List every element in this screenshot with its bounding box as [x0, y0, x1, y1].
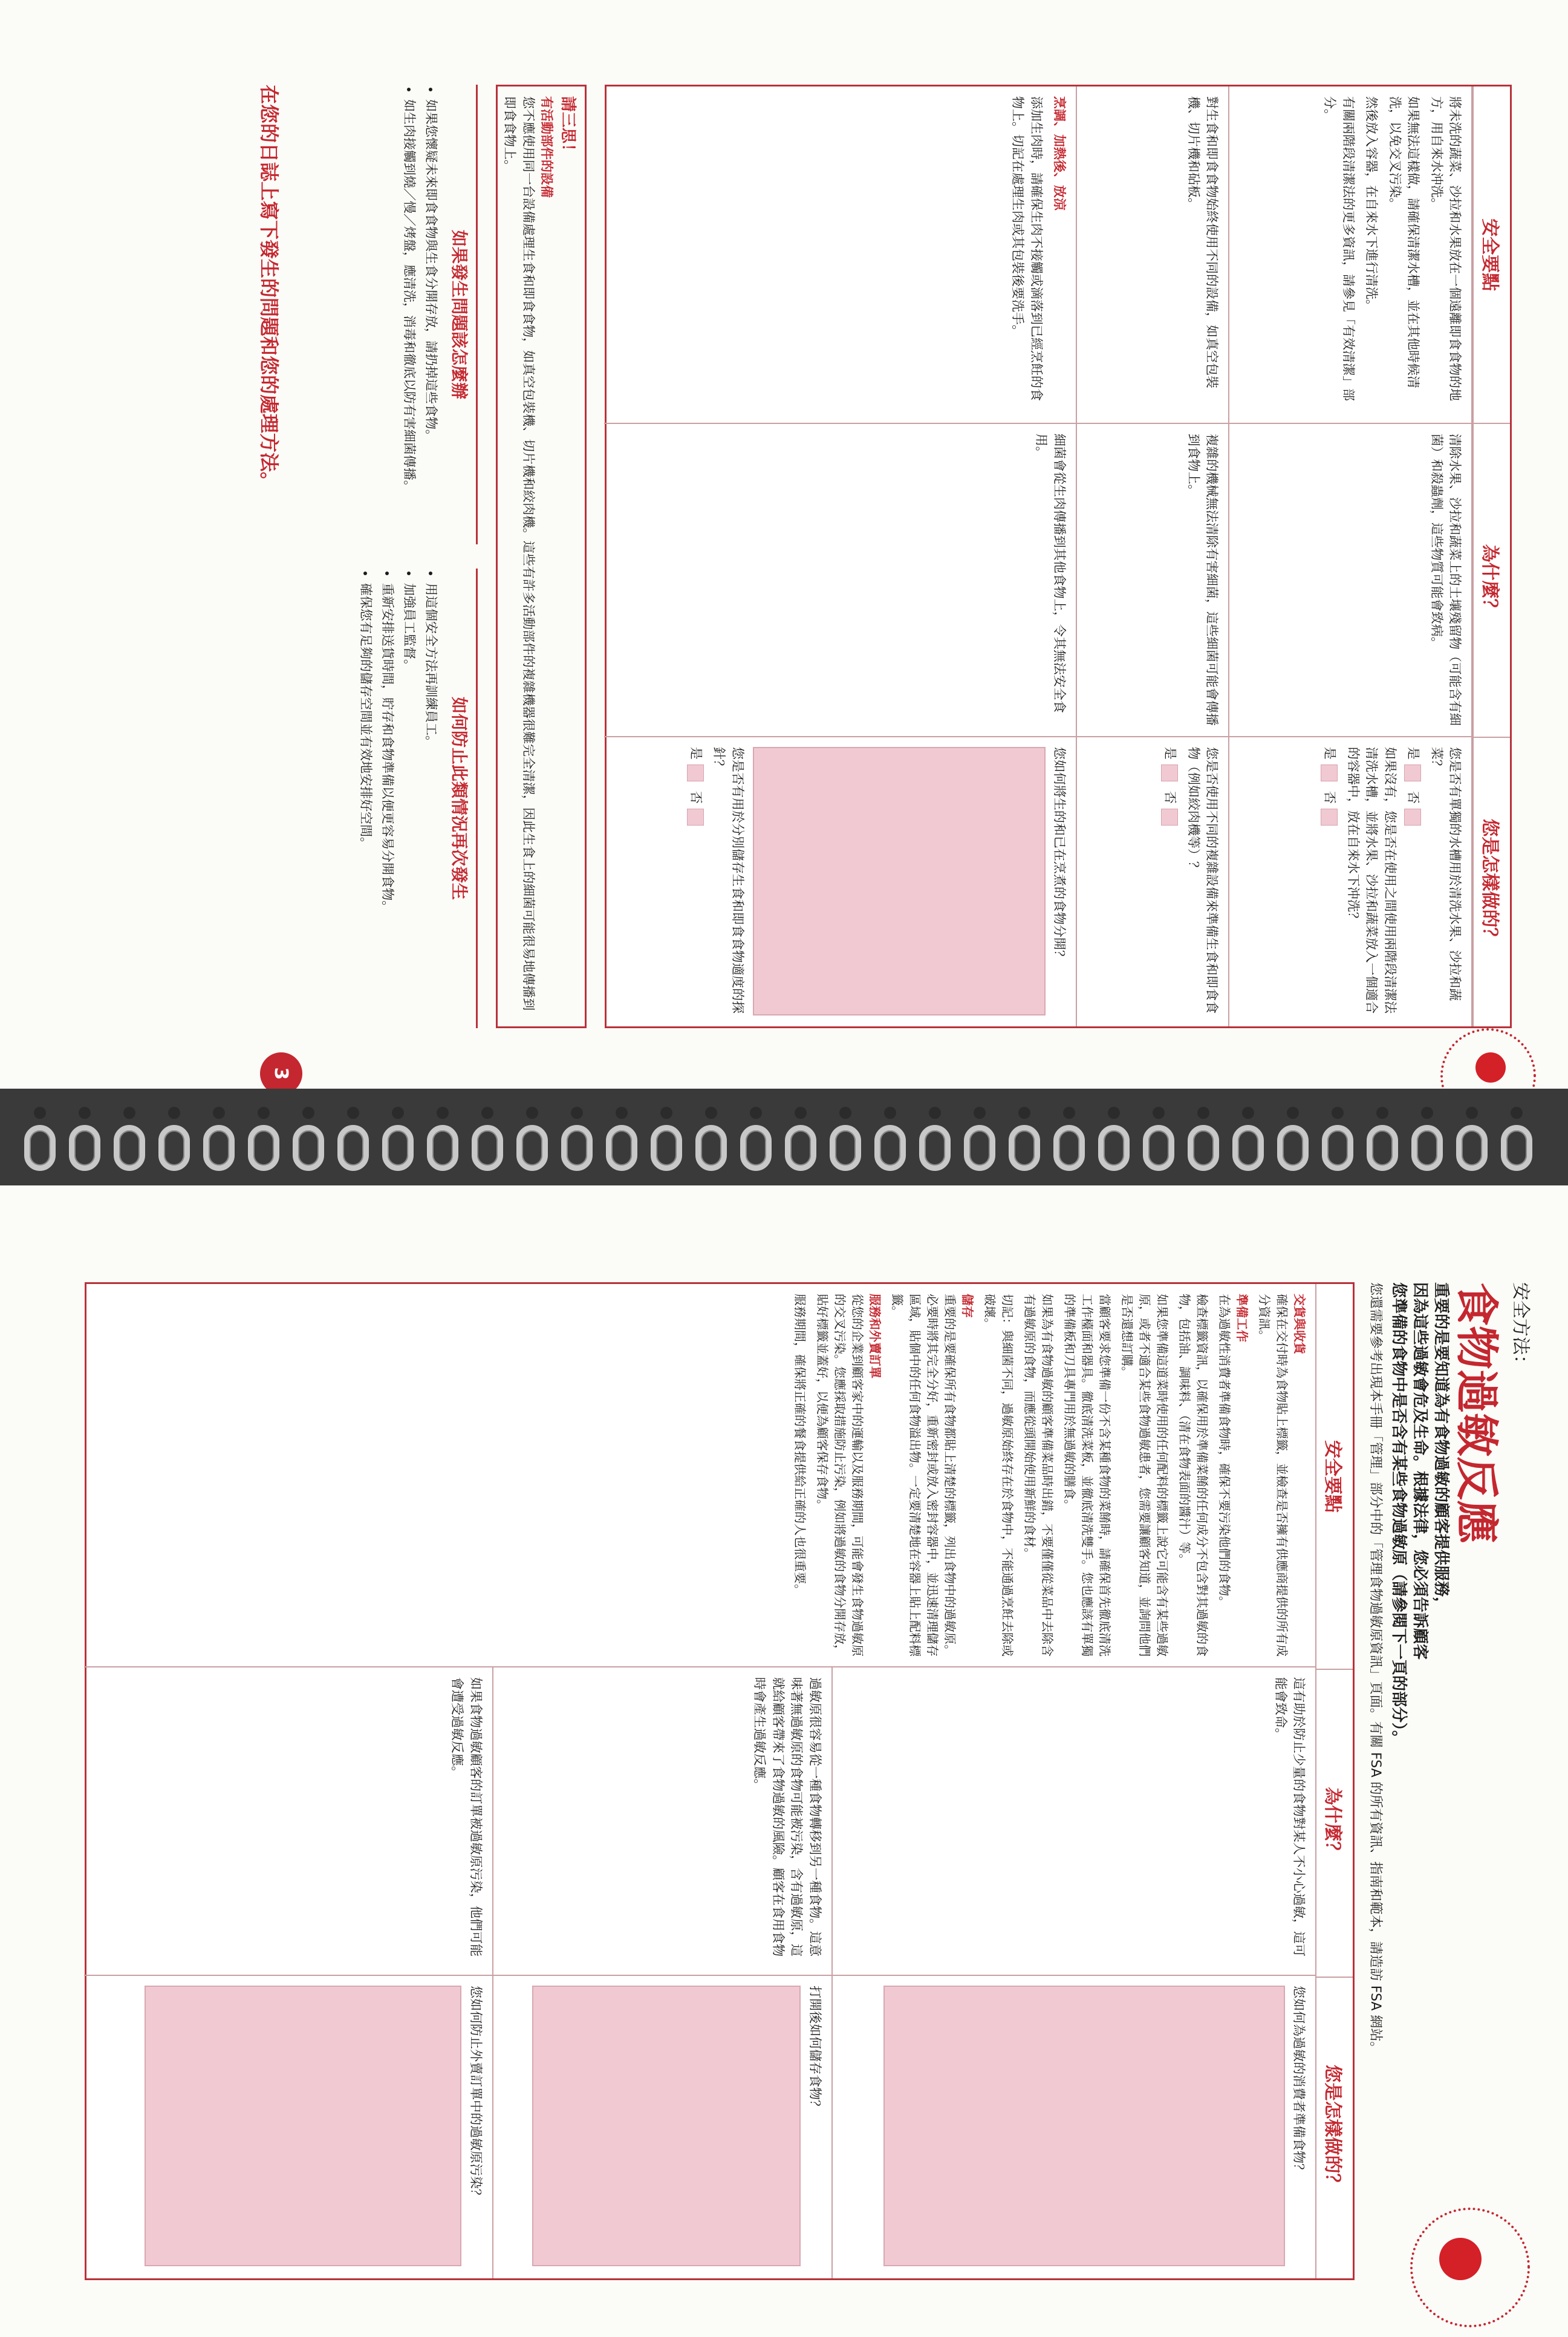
spiral-ring: [248, 1125, 279, 1171]
b-row2-why: 過敏原很容易從一種食物轉移到另一種食物。這意味著無過敏原的食物可能被污染，含有過敏原，這就給顧客帶來了食物過敏的風險。顧客在食用食物時會產生過敏反應。: [493, 1667, 831, 1976]
b-row3-why: 如果食物過敏顧客的訂單被過敏原污染，他們可能會遭受過敏反應。: [84, 1667, 492, 1976]
punch-hole: [884, 1107, 896, 1119]
b-row3-answer-box[interactable]: [145, 1986, 461, 2266]
punch-hole: [168, 1107, 180, 1119]
punch-hole: [974, 1107, 986, 1119]
spiral-ring: [427, 1125, 458, 1171]
spiral-ring: [114, 1125, 145, 1171]
footer-note: 在您的日誌上寫下發生的問題和您的處理方法。: [258, 85, 281, 492]
top-page: [0, 0, 1568, 1149]
spiral-ring: [516, 1125, 548, 1171]
row-3: [604, 86, 1077, 1026]
punch-hole: [526, 1107, 538, 1119]
punch-hole: [1153, 1107, 1165, 1119]
punch-hole: [839, 1107, 851, 1119]
spiral-ring: [561, 1125, 593, 1171]
row1-yes-checkbox[interactable]: [1404, 764, 1421, 781]
punch-hole: [1376, 1107, 1388, 1119]
row1-why: 清除水果、沙拉和蔬菜上的土壤殘留物（可能含有細菌）和殺蟲劑，這些物質可能會致病。: [1229, 424, 1471, 737]
row3-essentials: 烹調、加熱後、放涼 添加生肉時，請確保生肉不接觸或滴落到已經烹飪的食物上。切記在處理生肉或其包裝後要洗手。: [604, 86, 1076, 424]
spiral-ring: [785, 1125, 816, 1171]
row1b-no-checkbox[interactable]: [1321, 809, 1338, 826]
note-title: 請三思！: [559, 96, 577, 160]
punch-hole: [79, 1107, 91, 1119]
prevent-box: 如何防止此類情況再次發生 • 用這個安全方法再訓練員工。 • 加強員工監督。 • 重新安排送貨時間，貯存和食物準備以便更容易分開食物。 • 確保您有足夠的儲存空間並有效地安排好空間。: [333, 569, 478, 1028]
bottom-page: [0, 1185, 1568, 2337]
tomato-icon-bottom: [1439, 2238, 1482, 2280]
b-row2-answer-box[interactable]: [532, 1986, 801, 2266]
b-row1: [833, 1667, 1315, 2278]
row3-how: 您如何將生的和已在烹煮的食物分開？ 您是否有用於分別儲存生食和即食食物適度的探針？ 是否: [604, 737, 1076, 1026]
row2-yes-checkbox[interactable]: [1161, 764, 1178, 781]
b-row2-how: 打開後如何儲存食物？: [493, 1976, 831, 2278]
punch-hole: [1511, 1107, 1523, 1119]
prevent-header: 如何防止此類情況再次發生: [449, 696, 469, 900]
row3-why: 細菌會從生肉傳播到其他食物上，令其無法安全食用。: [604, 424, 1076, 737]
punch-hole: [1197, 1107, 1209, 1119]
punch-hole: [213, 1107, 225, 1119]
b-row3-how: 您如何防止外賣訂單中的過敏原污染？: [84, 1976, 492, 2278]
punch-hole: [1242, 1107, 1254, 1119]
page-number: 3: [260, 1052, 302, 1095]
row2-why: 複雜的機械無法清除有害細菌，這些細菌可能會傳播到食物上。: [1077, 424, 1228, 737]
spiral-ring: [203, 1125, 235, 1171]
punch-hole: [1466, 1107, 1478, 1119]
spiral-ring: [1232, 1125, 1264, 1171]
punch-hole: [34, 1107, 46, 1119]
row3-answer-box[interactable]: [753, 747, 1046, 1015]
b-right-columns: [84, 1667, 1315, 2278]
spiral-ring: [919, 1125, 951, 1171]
punch-hole: [347, 1107, 359, 1119]
spiral-ring: [1098, 1125, 1130, 1171]
spiral-ring: [695, 1125, 727, 1171]
method-label: 安全方法：: [1510, 1282, 1531, 1373]
spiral-ring: [1277, 1125, 1309, 1171]
problem-box: 如果發生問題該怎麼辦 • 如果您懷疑未來即食食物與生食分開存放，請扔掉這些食物。 • 如生肉接觸到燒／慢／烤盤，應清洗，消毒和徹底以防有害細菌傳播。: [333, 85, 478, 544]
spiral-ring: [158, 1125, 190, 1171]
punch-hole: [795, 1107, 807, 1119]
spiral-ring: [964, 1125, 995, 1171]
spiral-ring: [830, 1125, 861, 1171]
punch-hole: [1018, 1107, 1030, 1119]
spiral-ring: [337, 1125, 369, 1171]
spiral-ring: [1367, 1125, 1398, 1171]
punch-hole: [1063, 1107, 1075, 1119]
header-essentials: 安全要點: [1474, 86, 1510, 424]
bottom-table: [85, 1282, 1355, 2280]
punch-hole: [1421, 1107, 1433, 1119]
b-row1-why: 這有助於防止少量的食物對某人不小心過敏，這可能會致命。: [833, 1667, 1315, 1976]
bottom-title: 食物過敏反應: [1451, 1282, 1502, 1544]
punch-hole: [302, 1107, 314, 1119]
top-page-content: [0, 12, 1548, 1143]
punch-hole: [929, 1107, 941, 1119]
row3-yes-checkbox[interactable]: [687, 764, 704, 781]
spiral-ring: [874, 1125, 906, 1171]
row2-essentials: 對生食和即食食物始終使用不同的設備，如真空包裝機、切片機和砧板。: [1077, 86, 1228, 424]
b-header-why: 為什麼？: [1316, 1670, 1353, 1978]
punch-hole: [437, 1107, 449, 1119]
b-row2: [493, 1667, 833, 2278]
b-header-essentials: 安全要點: [1316, 1284, 1353, 1670]
row1b-yes-checkbox[interactable]: [1321, 764, 1338, 781]
spiral-ring: [382, 1125, 414, 1171]
b-body: [84, 1284, 1315, 2278]
b-essentials: 交貨與收貨 確保在交付時為食物貼上標籤，並檢查是否擁有供應商提供的所有成分資訊。 準備工作 在為過敏性消費者準備食物時，確保不要污染他們的食物。 檢查標籤資訊，以確保用於準備菜餚的任何成分不包含對其過敏的食物，包括油、調味料、（清在食物表面的醬汁）等。 如果您準備這道菜時使用的任何配料的標籤上說它可能含有某些過敏原，或者不適合某些食物過敏患者，您需要讓顧客知道，並詢問他們是否還想訂購。 當顧客要求您準備一份不含某種食物的菜餚時，請確保首先徹底清洗工作檯面和器具。徹底清洗菜板，並徹底清洗雙手。您也應該有單獨的準備板和刀具專門用於無過敏的膳食。 如果為有食物過敏的顧客準備菜品時出錯，不要僅僅從菜品中去除含有過敏原的食物，而應從頭開始使用新鮮的食材。 切記：與細菌不同，過敏原始終存在於食物中，不能通過烹飪去除或破壞。 儲存 重要的是要確保所有食物都貼上清楚的標籤，列出食物中的過敏原。必要時將其完全分好，重新密封或放入密封容器中，並迅速清理儲存區域，貼個中的任何食物溢出物。一定要清楚地在容器上貼上配料標籤。 服務和外賣訂單 從您的企業到顧客家中的運輸以及服務期間，可能會發生食物過敏原的交叉污染。您應採取措施防止污染，例如將過敏的食物分開存放，貼好標籤並蓋好，以便為顧客保存食物。 服務期間，確保將正確的餐食提供給正確的人也很重要。: [84, 1284, 1315, 1667]
think-twice-box: [496, 85, 587, 1028]
punch-hole: [1287, 1107, 1299, 1119]
spiral-ring: [1143, 1125, 1174, 1171]
punch-hole: [660, 1107, 672, 1119]
row2-no-checkbox[interactable]: [1161, 809, 1178, 826]
spiral-ring: [1009, 1125, 1040, 1171]
punch-hole: [571, 1107, 583, 1119]
spiral-ring: [1322, 1125, 1353, 1171]
b-row1-answer-box[interactable]: [883, 1986, 1285, 2266]
header-why: 為什麼？: [1474, 424, 1510, 738]
punch-hole: [258, 1107, 270, 1119]
row-2: [1077, 86, 1229, 1026]
spiral-ring: [293, 1125, 324, 1171]
row1-no-checkbox[interactable]: [1404, 809, 1421, 826]
top-table: [605, 85, 1512, 1028]
spiral-ring: [1053, 1125, 1085, 1171]
spiral-ring: [472, 1125, 503, 1171]
punch-hole: [750, 1107, 762, 1119]
punch-hole: [1108, 1107, 1120, 1119]
spiral-ring: [69, 1125, 100, 1171]
spiral-ring: [1188, 1125, 1219, 1171]
bottom-page-content: [6, 1198, 1554, 2329]
row1-how: 您是否有單獨的水槽用於清洗水果、沙拉和蔬菜？ 是否 如果沒有，您是否在使用之間使用兩階段清潔法清洗水槽，並將水果、沙拉和蔬菜放入一個適合的容器中，放在自來水下沖洗？ 是否: [1229, 737, 1471, 1026]
spiral-ring: [1456, 1125, 1488, 1171]
note-text: 您不應使用同一台設備處理生食和即食食物，如真空包裝機、切片機和絞肉機。這些有許多活動部件的複雜機器很難完全清潔，因此生食上的細菌可能很易地傳播到即食食物上。: [503, 96, 536, 1011]
row-1: [1229, 86, 1472, 1026]
header-how: 您是怎樣做的？: [1479, 818, 1500, 946]
punch-hole: [1332, 1107, 1344, 1119]
b-row1-how: 您如何為過敏的消費者準備食物？: [833, 1976, 1315, 2278]
row2-how: 您是否使用不同的複雜設備來準備生食和即食食物（例如絞肉機等）？ 是否: [1077, 737, 1228, 1026]
spiral-ring: [606, 1125, 637, 1171]
punch-hole: [123, 1107, 135, 1119]
row3-no-checkbox[interactable]: [687, 809, 704, 826]
b-row3: [84, 1667, 493, 2278]
punch-hole: [705, 1107, 717, 1119]
punch-hole: [481, 1107, 493, 1119]
spiral-ring: [1501, 1125, 1532, 1171]
spiral-ring: [651, 1125, 682, 1171]
tomato-icon: [1475, 1052, 1506, 1083]
note-subtitle: 有活動部件的設備: [539, 96, 555, 198]
row1-essentials: 將未洗的蔬菜、沙拉和水果放在一個遠離即食食物的地方，用自來水沖洗。 如果無法這樣做，請確保清潔水槽，並在其他時候清洗，以免交叉污染。 然後放入容器，在自來水下進行清洗。 有關兩階段清潔法的更多資訊，請參見「有效清潔」部分。: [1229, 86, 1471, 424]
b-header-how: 您是怎樣做的？: [1322, 2064, 1343, 2192]
spiral-ring: [740, 1125, 772, 1171]
punch-hole: [616, 1107, 628, 1119]
spiral-ring: [1411, 1125, 1443, 1171]
punch-hole: [392, 1107, 404, 1119]
intro: 重要的是要知道為有食物過敏的顧客提供服務， 因為這些過敏會危及生命。根據法律，您必須告訴顧客 您準備的食物中是否含有某些食物過敏原（請參閱下一頁的部分）。 您還需要參考出現本手冊「管理」部分中的「管理食物過敏原資訊」頁面。有關 FSA 的所有資訊、指南和範本，請造訪 FSA 網站。: [1367, 1282, 1450, 2055]
problem-header: 如果發生問題該怎麼辦: [449, 229, 469, 399]
spiral-ring: [24, 1125, 56, 1171]
